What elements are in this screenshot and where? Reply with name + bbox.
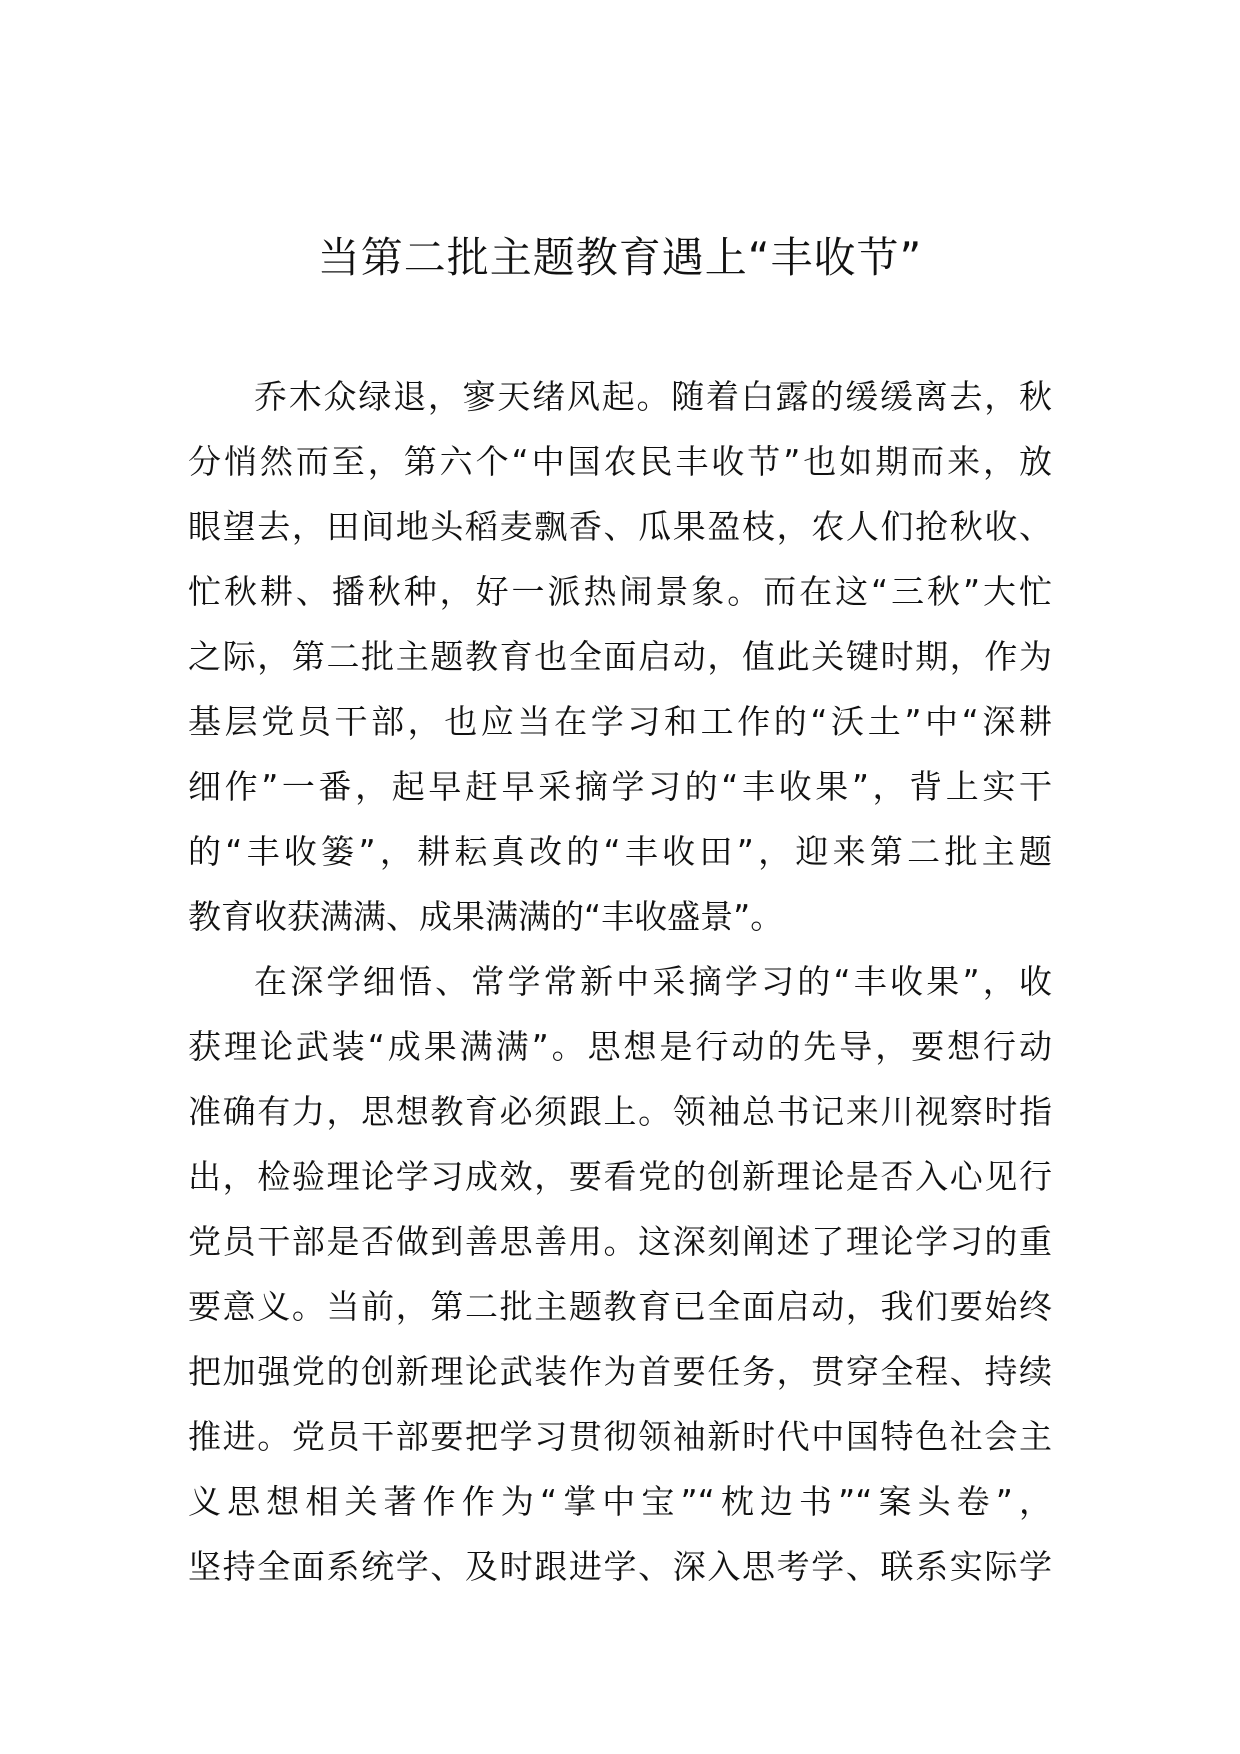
paragraph-2 xyxy=(188,949,1052,1599)
text-line: 获理论武装“成果满满”。思想是行动的先导，要想行动 xyxy=(188,1027,1052,1066)
document-body xyxy=(188,364,1052,1599)
paragraph-1 xyxy=(188,364,1052,949)
text-line: 眼望去，田间地头稻麦飘香、瓜果盈枝，农人们抢秋收、 xyxy=(188,507,1052,546)
text-line: 乔木众绿退，寥天绪风起。随着白露的缓缓离去，秋 xyxy=(254,377,1052,416)
text-line: 忙秋耕、播秋种，好一派热闹景象。而在这“三秋”大忙 xyxy=(188,572,1052,611)
text-line: 要意义。当前，第二批主题教育已全面启动，我们要始终 xyxy=(188,1287,1052,1326)
text-line: 推进。党员干部要把学习贯彻领袖新时代中国特色社会主 xyxy=(188,1417,1052,1456)
text-line: 教育收获满满、成果满满的“丰收盛景”。 xyxy=(188,897,784,936)
text-line: 把加强党的创新理论武装作为首要任务，贯穿全程、持续 xyxy=(188,1352,1052,1391)
text-line: 准确有力，思想教育必须跟上。领袖总书记来川视察时指 xyxy=(188,1092,1052,1131)
text-line: 的“丰收篓”，耕耘真改的“丰收田”，迎来第二批主题 xyxy=(188,832,1052,871)
text-line: 在深学细悟、常学常新中采摘学习的“丰收果”，收 xyxy=(254,962,1052,1001)
text-line: 义思想相关著作作为“掌中宝”“枕边书”“案头卷”， xyxy=(188,1482,1052,1521)
document-title: 当第二批主题教育遇上“丰收节” xyxy=(317,233,923,282)
text-line: 出，检验理论学习成效，要看党的创新理论是否入心见行 xyxy=(188,1157,1052,1196)
text-line: 分悄然而至，第六个“中国农民丰收节”也如期而来，放 xyxy=(188,442,1052,481)
text-line: 党员干部是否做到善思善用。这深刻阐述了理论学习的重 xyxy=(188,1222,1052,1261)
text-line: 基层党员干部，也应当在学习和工作的“沃土”中“深耕 xyxy=(188,702,1052,741)
text-line: 坚持全面系统学、及时跟进学、深入思考学、联系实际学 xyxy=(188,1547,1052,1586)
text-line: 细作”一番，起早赶早采摘学习的“丰收果”，背上实干 xyxy=(188,767,1052,806)
text-line: 之际，第二批主题教育也全面启动，值此关键时期，作为 xyxy=(188,637,1052,676)
